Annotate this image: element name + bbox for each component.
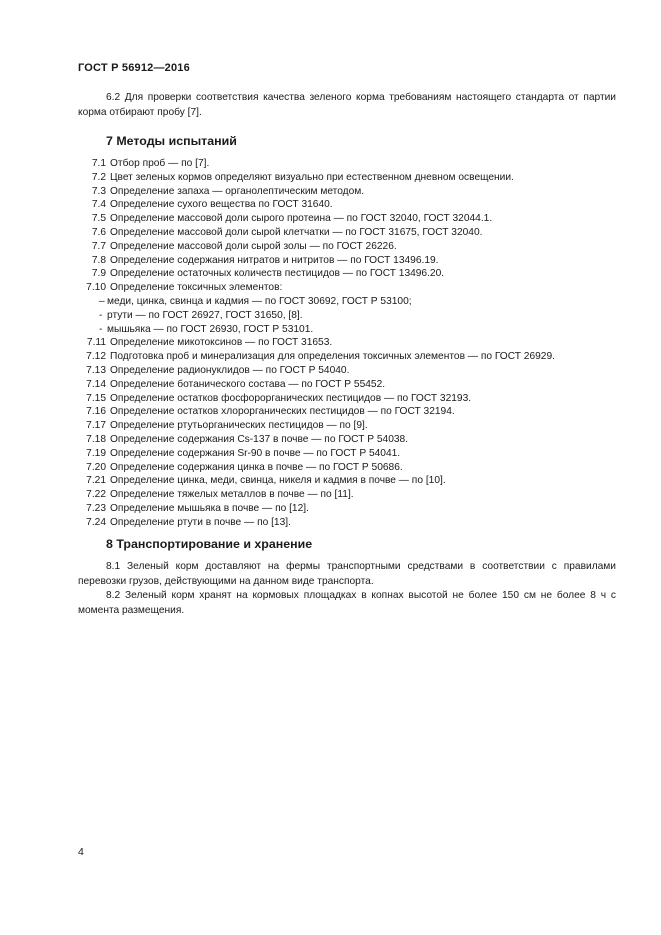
item-text: Определение остатков хлорорганических пестицидов — по ГОСТ 32194. xyxy=(110,406,455,418)
item-number: 7.10 xyxy=(86,282,106,294)
item-number: 7.14 xyxy=(86,378,106,390)
list-item xyxy=(78,226,638,240)
list-item xyxy=(78,488,638,502)
list-item xyxy=(78,405,638,419)
item-text: Определение тяжелых металлов в почве — по [11]. xyxy=(110,489,354,501)
section-7-title: 7 Методы испытаний xyxy=(106,134,237,148)
item-text: Определение токсичных элементов: xyxy=(110,282,283,294)
item-number: 7.9 xyxy=(91,268,106,280)
document-code-header: ГОСТ Р 56912—2016 xyxy=(78,62,190,74)
item-number: 7.8 xyxy=(91,254,106,266)
item-number: 7.17 xyxy=(86,420,106,432)
item-text: меди, цинка, свинца и кадмия — по ГОСТ 30692, ГОСТ Р 53100; xyxy=(107,295,412,307)
list-item xyxy=(78,474,638,488)
item-number: 7.2 xyxy=(91,171,106,183)
item-text: Определение цинка, меди, свинца, никеля и кадмия в почве — по [10]. xyxy=(110,475,446,487)
list-item xyxy=(78,392,638,406)
list-item xyxy=(78,198,638,212)
list-item xyxy=(78,185,638,199)
list-item xyxy=(78,433,638,447)
section-8-title: 8 Транспортирование и хранение xyxy=(106,537,313,551)
item-number: 7.24 xyxy=(86,516,106,528)
item-text: Определение ртути в почве — по [13]. xyxy=(110,516,291,528)
list-item xyxy=(78,254,638,268)
item-number: 7.22 xyxy=(86,489,106,501)
list-item xyxy=(78,447,638,461)
section-7-list xyxy=(78,157,638,530)
list-sub-item xyxy=(78,323,638,337)
item-text: Определение остатков фосфорорганических пестицидов — по ГОСТ 32193. xyxy=(110,392,472,404)
list-sub-item xyxy=(78,295,638,309)
paragraph-8-2: 8.2 Зеленый корм хранят на кормовых площадках в копнах высотой не более 150 см не более 8 ч с момента размещения. xyxy=(78,590,616,616)
item-text: Определение мышьяка в почве — по [12]. xyxy=(110,502,309,514)
list-item xyxy=(78,336,638,350)
item-text: Определение запаха — органолептическим методом. xyxy=(110,185,365,197)
item-text: Определение содержания Cs-137 в почве — по ГОСТ Р 54038. xyxy=(110,433,409,445)
list-item xyxy=(78,502,638,516)
item-number: 7.3 xyxy=(91,185,106,197)
item-number: 7.19 xyxy=(86,447,106,459)
item-number: 7.6 xyxy=(91,226,106,238)
list-item xyxy=(78,419,638,433)
list-dash-marker: - xyxy=(99,309,103,321)
list-item xyxy=(78,212,638,226)
item-text: Определение радионуклидов — по ГОСТ Р 54040. xyxy=(110,364,350,376)
list-item xyxy=(78,350,638,364)
item-text: Отбор проб — по [7]. xyxy=(110,158,210,169)
item-number: 7.1 xyxy=(91,158,106,169)
list-sub-item xyxy=(78,309,638,323)
item-number: 7.5 xyxy=(91,213,106,225)
list-item xyxy=(78,364,638,378)
item-text: мышьяка — по ГОСТ 26930, ГОСТ Р 53101. xyxy=(107,323,314,335)
item-text: Определение содержания нитратов и нитритов — по ГОСТ 13496.19. xyxy=(110,254,439,266)
paragraph-6-2: 6.2 Для проверки соответствия качества зеленого корма требованиям настоящего стандарта от партии корма отбирают пробу [7]. xyxy=(78,92,616,118)
item-number: 7.20 xyxy=(86,461,106,473)
item-text: ртути — по ГОСТ 26927, ГОСТ 31650, [8]. xyxy=(107,309,303,321)
item-text: Определение остаточных количеств пестицидов — по ГОСТ 13496.20. xyxy=(110,268,445,280)
item-number: 7.12 xyxy=(86,351,106,363)
item-number: 7.7 xyxy=(91,240,106,252)
list-item xyxy=(78,157,638,171)
item-number: 7.16 xyxy=(86,406,106,418)
list-item xyxy=(78,378,638,392)
page-number: 4 xyxy=(78,846,84,858)
item-text: Определение массовой доли сырой золы — по ГОСТ 26226. xyxy=(110,240,397,252)
list-item xyxy=(78,267,638,281)
item-text: Определение микотоксинов — по ГОСТ 31653. xyxy=(110,337,333,349)
list-dash-marker: - xyxy=(99,323,103,335)
item-number: 7.23 xyxy=(86,502,106,514)
item-text: Определение ртутьорганических пестицидов — по [9]. xyxy=(110,420,368,432)
item-number: 7.21 xyxy=(86,475,106,487)
item-text: Подготовка проб и минерализация для определения токсичных элементов — по ГОСТ 26929. xyxy=(110,351,555,363)
item-text: Определение ботанического состава — по ГОСТ Р 55452. xyxy=(110,378,386,390)
item-number: 7.13 xyxy=(86,364,106,376)
paragraph-8-1: 8.1 Зеленый корм доставляют на фермы транспортными средствами в соответствии с правилами перевозки грузов, действующими на данном виде транспорта. xyxy=(78,561,616,587)
item-number: 7.18 xyxy=(86,433,106,445)
item-text: Определение массовой доли сырого протеина — по ГОСТ 32040, ГОСТ 32044.1. xyxy=(110,213,493,225)
list-item xyxy=(78,516,638,530)
item-number: 7.15 xyxy=(86,392,106,404)
item-number: 7.4 xyxy=(91,199,106,211)
list-item xyxy=(78,240,638,254)
item-number: 7.11 xyxy=(86,337,106,349)
list-item xyxy=(78,281,638,295)
item-text: Определение содержания цинка в почве — по ГОСТ Р 50686. xyxy=(110,461,403,473)
list-item xyxy=(78,461,638,475)
list-dash-marker: – xyxy=(99,295,105,307)
list-item xyxy=(78,171,638,185)
item-text: Цвет зеленых кормов определяют визуально при естественном дневном освещении. xyxy=(110,171,514,183)
item-text: Определение массовой доли сырой клетчатки — по ГОСТ 31675, ГОСТ 32040. xyxy=(110,226,483,238)
item-text: Определение сухого вещества по ГОСТ 31640. xyxy=(110,199,333,211)
item-text: Определение содержания Sr-90 в почве — по ГОСТ Р 54041. xyxy=(110,447,401,459)
